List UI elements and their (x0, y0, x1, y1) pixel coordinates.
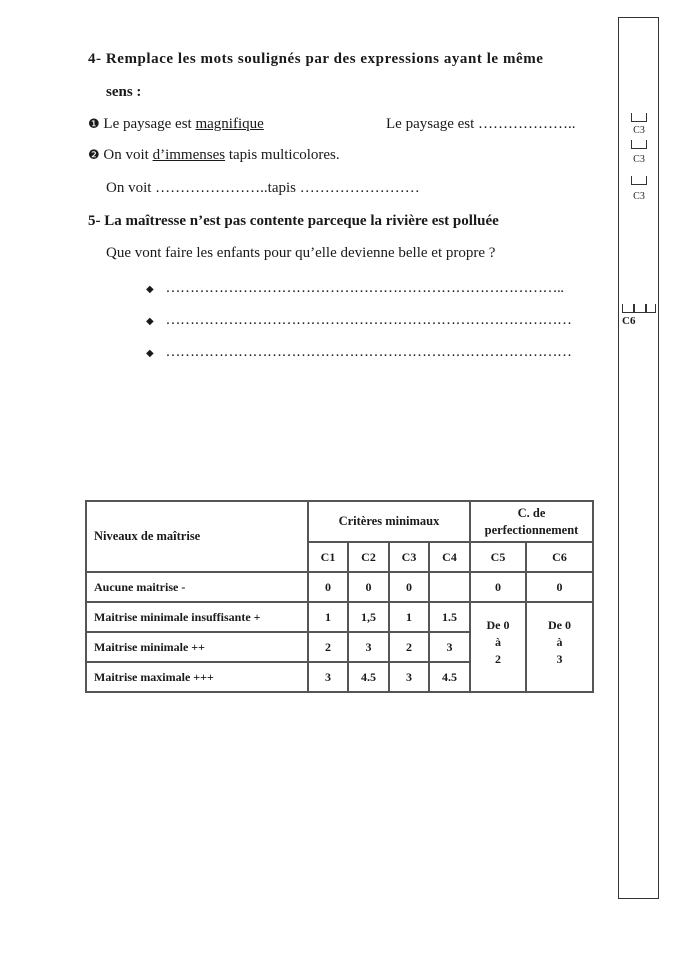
cell-c1: 3 (308, 662, 348, 692)
cell-c3: 2 (389, 632, 429, 662)
cell-c1: 0 (308, 572, 348, 602)
table-row (86, 602, 593, 632)
row-label: Maitrise maximale +++ (86, 662, 308, 692)
table-row (86, 572, 593, 602)
c6-range-from: De 0 (548, 618, 571, 632)
row-label: Aucune maitrise - (86, 572, 308, 602)
criterion-mark-1: C3 (633, 125, 645, 136)
cell-c1: 2 (308, 632, 348, 662)
cell-c4: 4.5 (429, 662, 470, 692)
cell-c6: 0 (526, 572, 593, 602)
cell-c6-range (526, 602, 593, 692)
cell-c3: 0 (389, 572, 429, 602)
cell-c4: 3 (429, 632, 470, 662)
score-box-2[interactable] (631, 140, 647, 149)
score-box-3[interactable] (631, 176, 647, 185)
q4-item-1 (88, 116, 264, 133)
q5-heading: 5- La maîtresse n’est pas contente parceque la rivière est polluée (88, 213, 499, 229)
row-label: Maitrise minimale insuffisante + (86, 602, 308, 632)
q4-item-2-prefix: On voit (103, 147, 153, 163)
diamond-bullet-icon: ◆ (146, 284, 154, 295)
q4-item-1-prefix: Le paysage est (103, 116, 196, 132)
col-c5: C5 (470, 542, 526, 572)
answer-line-1[interactable] (146, 280, 563, 297)
q4-item-1-answer[interactable]: Le paysage est ……………….. (386, 116, 576, 132)
answer-line-3[interactable] (146, 344, 571, 361)
c6-range-to: 3 (556, 652, 563, 666)
q4-item-2-underlined: d’immenses (152, 147, 226, 163)
row-label: Maitrise minimale ++ (86, 632, 308, 662)
c5-range-from: De 0 (486, 618, 510, 632)
mastery-levels-table (85, 500, 594, 693)
bullet-one-icon: ❶ (88, 117, 100, 132)
q4-item-2-answer[interactable]: On voit …………………..tapis …………………… (106, 180, 420, 196)
cell-c2: 4.5 (348, 662, 389, 692)
cell-c4: 1.5 (429, 602, 470, 632)
score-box-4b[interactable] (634, 304, 646, 313)
cell-c2: 1,5 (348, 602, 389, 632)
criterion-mark-4: C6 (622, 315, 636, 327)
q4-item-2-suffix: tapis multicolores. (225, 147, 340, 163)
criterion-mark-2: C3 (633, 154, 645, 165)
answer-line-3-dots: ………………………………………………………………………… (165, 344, 572, 360)
header-perfection-criteria (470, 501, 593, 542)
col-c1: C1 (308, 542, 348, 572)
diamond-bullet-icon: ◆ (146, 316, 154, 327)
score-box-4c[interactable] (646, 304, 656, 313)
cell-c3: 1 (389, 602, 429, 632)
cell-c5-range (470, 602, 526, 692)
q4-heading-continued: sens : (106, 84, 142, 100)
q5-question: Que vont faire les enfants pour qu’elle devienne belle et propre ? (106, 245, 496, 261)
cell-c5: 0 (470, 572, 526, 602)
col-c2: C2 (348, 542, 389, 572)
col-c4: C4 (429, 542, 470, 572)
q4-heading: 4- Remplace les mots soulignés par des expressions ayant le même (88, 51, 544, 67)
col-c3: C3 (389, 542, 429, 572)
bullet-two-icon: ❷ (88, 148, 100, 163)
header-minimal-criteria: Critères minimaux (308, 501, 470, 542)
q4-item-1-underlined: magnifique (195, 116, 264, 132)
header-perfection-line-2: perfectionnement (484, 522, 579, 537)
col-c6: C6 (526, 542, 593, 572)
diamond-bullet-icon: ◆ (146, 348, 154, 359)
answer-line-1-dots: ……………………………………………………………………….. (165, 280, 564, 296)
grading-margin-column (618, 17, 659, 899)
answer-line-2[interactable] (146, 312, 571, 329)
cell-c2: 3 (348, 632, 389, 662)
c5-range-sep: à (495, 635, 501, 649)
answer-line-2-dots: ………………………………………………………………………… (165, 312, 572, 328)
score-box-1[interactable] (631, 113, 647, 122)
criterion-mark-3: C3 (633, 191, 645, 202)
cell-c3: 3 (389, 662, 429, 692)
c5-range-to: 2 (495, 652, 501, 666)
cell-c4 (429, 572, 470, 602)
header-perfection-line-1: C. de (517, 505, 546, 520)
q4-item-2 (88, 147, 340, 164)
score-box-4a[interactable] (622, 304, 634, 313)
header-levels: Niveaux de maîtrise (86, 501, 308, 572)
cell-c1: 1 (308, 602, 348, 632)
cell-c2: 0 (348, 572, 389, 602)
c6-range-sep: à (556, 635, 563, 649)
